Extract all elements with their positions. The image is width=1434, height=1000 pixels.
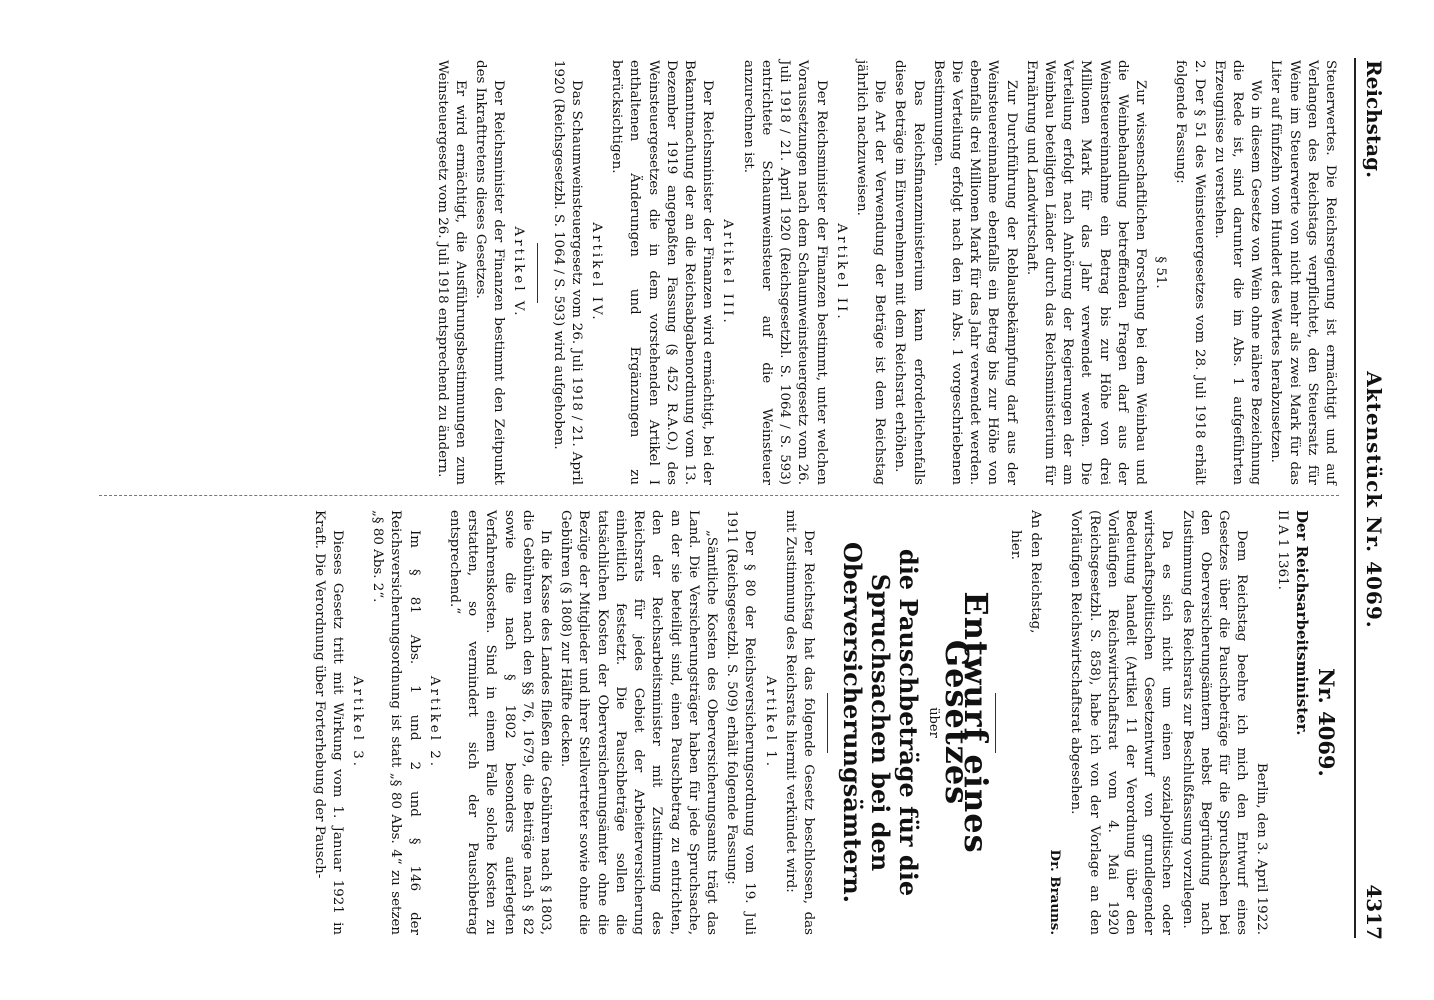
ministry-name: Der Reichsarbeitsminister. (1292, 510, 1311, 736)
divider (537, 243, 538, 303)
paragraph: „Sämtliche Kosten des Oberversicherungsamts trägt das Land. Die Versicherungsträger haben für jede Spruchsache, an der sie beteiligt sind, einen Pauschbetrag zu entrichten, den der Reichsarbeitsminister mit Zustimmung des Reichsrats für jedes Gebiet der Arbeiterversicherung einheitlich festsetzt. Die Pauschbeträge sollen die tatsächlichen Kosten der Oberversicherungsämter ohne die Bezüge der Mitglieder und ihrer Stellvertreter sowie ohne die Gebühren (§ 1808) zur Hälfte decken. (558, 510, 719, 935)
paragraph: Steuerwertes. Die Reichsregierung ist ermächtigt und auf Verlangen des Reichstags verpflichtet, den Steuersatz für Weine im Steuerwerte von nicht mehr als zwei Mark für das Liter auf fünfzehn vom Hundert des Wertes herabzusetzen. (1268, 60, 1338, 485)
paragraph: 2. Der § 51 des Weinsteuergesetzes vom 28. Juli 1918 erhält folgende Fassung: (1173, 60, 1207, 485)
bill-title: Entwurf eines Gesetzes (938, 591, 995, 854)
header-rule (1354, 58, 1356, 938)
paragraph: Zur Durchführung der Reblausbekämpfung darf aus der Weinsteuereinnahme ebenfalls ein Betrag bis zur Höhe von ebenfalls drei Millionen Mark für das Jahr verwendet werden. Die Verteilung erfolgt nach den im Abs. 1 vorgeschriebenen Bestimmungen. (930, 60, 1019, 485)
paragraph: Er wird ermächtigt, die Ausführungsbestimmungen zum Weinsteuergesetz vom 26. Juli 1918 entsprechend zu ändern. (434, 60, 468, 485)
header-document-number: Aktenstück Nr. 4069. (1362, 371, 1386, 629)
paragraph: Das Schaumweinsteuergesetz vom 26. Juli 1918 / 21. April 1920 (Reichsgesetzbl. S. 1064 / S. 593) wird aufgehoben. (550, 60, 584, 485)
bill-subtitle: die Pauschbeträge für die Spruchsachen bei den Oberversicherungsämtern. (837, 541, 923, 903)
section-heading: § 51. (1153, 256, 1169, 289)
paragraph: Die Art der Verwendung der Beträge ist dem Reichstag jährlich nachzuweisen. (853, 60, 888, 485)
signature: Dr. Brauns. (1047, 849, 1064, 935)
divider (995, 693, 996, 753)
paragraph: Zur wissenschaftlichen Forschung bei dem Weinbau und die Weinbehandlung betreffenden Fragen darf aus der Weinsteuereinnahme ein Betrag bis zur Höhe von drei Millionen Mark für das Jahr verwendet werden. Die Verteilung erfolgt nach Anhörung der Regierungen der am Weinbau beteiligten Länder durch das Reichsministerium für Ernährung und Landwirtschaft. (1023, 60, 1148, 485)
paragraph: Der § 80 der Reichsversicherungsordnung vom 19. Juli 1911 (Reichsgesetzbl. S. 509) erhält folgende Fassung: (724, 510, 758, 935)
article-heading: Artikel II. (833, 223, 849, 322)
addressee-location: hier. (1007, 530, 1023, 561)
paragraph: In die Kasse des Landes fließen die Gebühren nach § 1803, die Gebühren nach den §§ 76, 1679, die Beiträge nach § 82 sowie die nach § 1802 besonders auferlegten Verfahrenskosten. Sind in einem Falle solche Kosten zu erstatten, so vermindert sich der Pauschbetrag entsprechend.“ (447, 510, 554, 935)
paragraph: Da es sich nicht um einen sozialpolitischen oder wirtschaftspolitischen Gesetzentwurf von grundlegender Bedeutung handelt (Artikel 11 der Verordnung über den Vorläufigen Reichswirtschaftsrat vom 4. Mai 1920 (Reichsgesetzbl. S. 858), habe ich von der Vorlage an den Vorläufigen Reichswirtschaftsrat abgesehen. (1068, 510, 1175, 935)
right-column (307, 510, 1339, 935)
reference-number: II A 1 1361. (1274, 510, 1290, 590)
paragraph: Der Reichsminister der Finanzen wird ermächtigt, bei der Bekanntmachung der an die Reichsabgabenordnung vom 13. Dezember 1919 angepaßten Fassung (§ 452 R.A.O.) des Weinsteuergesetzes die in dem vorstehenden Artikel I enthaltenen Änderungen und Ergänzungen zu berücksichtigen. (609, 60, 716, 485)
document-number: Nr. 4069. (1314, 668, 1339, 777)
paragraph: Der Reichsminister der Finanzen bestimmt, unter welchen Voraussetzungen nach dem Schaumweinsteuergesetz vom 26. Juli 1918 / 21. April 1920 (Reichsgesetzbl. S. 1064 / S. 593) entrichtete Schaumweinsteuer auf die Weinsteuer anzurechnen ist. (740, 60, 829, 485)
bill-title-connector: über (926, 707, 942, 738)
letter-date: Berlin, den 3. April 1922. (1254, 762, 1270, 935)
article-heading: Artikel 1. (762, 675, 778, 770)
article-heading: Artikel III. (720, 219, 736, 326)
article-heading: Artikel V. (511, 226, 527, 319)
divider (827, 693, 828, 753)
paragraph: Wo in diesem Gesetze von Wein ohne nähere Bezeichnung die Rede ist, sind darunter die im Abs. 1 aufgeführten Erzeugnisse zu verstehen. (1211, 60, 1264, 485)
paragraph: Dem Reichstag beehre ich mich den Entwurf eines Gesetzes über die Pauschbeträge für die Spruchsachen bei den Oberversicherungsämtern nebst Begründung nach Zustimmung des Reichsrats zur Beschlußfassung vorzulegen. (1179, 510, 1250, 935)
paragraph: Der Reichsminister der Finanzen bestimmt den Zeitpunkt des Inkrafttretens dieses Gesetzes. (473, 60, 507, 485)
header-reichstag: Reichstag. (1362, 60, 1386, 179)
article-heading: Artikel 3. (350, 675, 366, 770)
left-column (430, 60, 1339, 485)
column-divider (99, 495, 1339, 496)
paragraph: Der Reichstag hat das folgende Gesetz beschlossen, das mit Zustimmung des Reichsrats hiermit verkündet wird: (782, 510, 816, 935)
addressee: An den Reichstag, (1027, 510, 1043, 634)
article-heading: Artikel 2. (426, 675, 442, 770)
paragraph: Im § 81 Abs. 1 und 2 und § 146 der Reichsversicherungsordnung ist statt „§ 80 Abs. 4“ zu setzen „§ 80 Abs. 2“. (370, 510, 422, 935)
paragraph: Dieses Gesetz tritt mit Wirkung vom 1. Januar 1921 in Kraft. Die Verordnung über Forterhebung der Pausch- (311, 510, 345, 935)
page-number: 4317 (1362, 884, 1386, 940)
paragraph: Das Reichsfinanzministerium kann erforderlichenfalls diese Beträge im Einvernehmen mit dem Reichsrat erhöhen. (892, 60, 926, 485)
article-heading: Artikel IV. (589, 222, 605, 323)
